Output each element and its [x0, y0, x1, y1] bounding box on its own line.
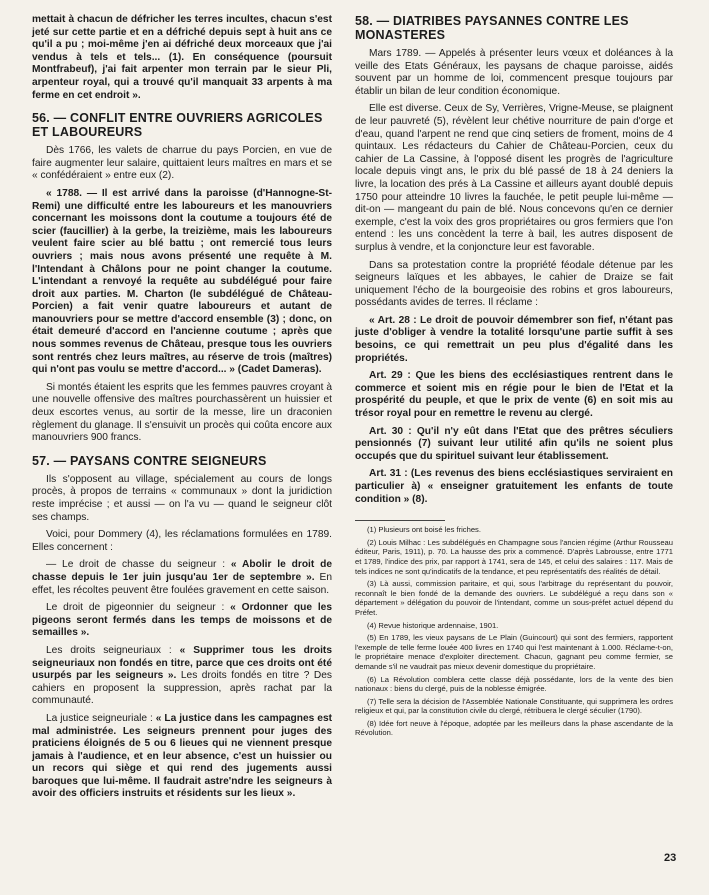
dovecote-right-label: Le droit de pigeonnier du seigneur :: [46, 602, 231, 614]
section-57-paragraph-1: Ils s'opposent au village, spécialement au cours de longs procès, à propos de terrains « communaux » dont la juridiction reste imprécise ; et aussi — on l'a vu — quand le seigneur clôt ses champs.: [32, 473, 332, 523]
section-58-paragraph-3: Dans sa protestation contre la propriété féodale détenue par les seigneurs laïques et les abbayes, le cahier de Draize se fait uniquement l'écho de la bourgeoisie des robins et gros laboureurs, possédants avides de terres. Il réclame :: [355, 259, 673, 309]
seigneurial-rights-rest: Les droits fondés en titre ? Des cahiers en proposent la suppression, après rachat par la communauté.: [32, 670, 332, 707]
page-number: 23: [664, 852, 677, 864]
article-29: Art. 29 : Que les biens des ecclésiastiques rentrent dans le commerce et soient mis en régie pour le bien de l'Etat et la prospérité du peuple, et que le prix de vente (6) en soit mis au trésor royal pour en remettre le revenu au clergé.: [355, 370, 673, 420]
dovecote-right-quote: « Ordonner que les pigeons seront fermés dans les temps de moissons et de semailles ».: [32, 602, 332, 639]
hunting-right-rest: En effet, les récoltes peuvent être foulées gravement en cette saison.: [32, 571, 332, 596]
right-column: [355, 14, 673, 741]
seigneurial-justice-label: La justice seigneuriale :: [46, 712, 156, 724]
footnote-6: (6) La Révolution comblera cette classe déjà possédante, lors de la vente des bien nationaux : biens du clergé, puis de la noblesse émigrée.: [355, 674, 673, 694]
footnote-1: (1) Plusieurs ont boisé les friches.: [367, 525, 481, 535]
footnote-5: (5) En 1789, les vieux paysans de Le Plain (Guincourt) qui sont des fermiers, rapportent l'exemple de telle ferme louée 400 livres en 1740 qui l'est maintenant à 1.000. Réclame-t-on, le propriétaire menace d'exploiter directement. Chacun, gagnant peu comme fermier, se demande s'il ne vaudrait pas mieux devenir domestique du propriétaire.: [355, 633, 673, 671]
section-57-title: 57. — PAYSANS CONTRE SEIGNEURS: [32, 453, 267, 468]
section-58-paragraph-2: Elle est diverse. Ceux de Sy, Verrières, Vrigne-Meuse, se plaignent de leur pauvreté (5), révèlent leur chétive nourriture de pain d'orge et d'eau, quand l'arpent ne rend que cinq setiers de froment, moins de 4 quintaux. Les rédacteurs du Cahier de Château-Porcien, ceux du cahier de La Cassine, à l'opposé disent les progrès de l'agriculture locale depuis vingt ans, le prix du blé passé de 18 à 24 deniers la livre, la location des prés à La Cassine et ailleurs ayant doublé depuis 1750 pour atteindre 10 livres la fauchée, le petit peuple lui-même — dit-on — mangeant du pain de blé. Nous concevons qu'en ce dernier exemple, c'est la voix des gros propriétaires ou gros fermiers que l'on entend : les uns concèdent la terre à bail, les autres disposent de surplus à vendre, et la conjoncture leur est favorable.: [355, 103, 673, 253]
footnotes: [355, 520, 673, 738]
hunting-right-label: — Le droit de chasse du seigneur :: [46, 559, 231, 571]
section-57-hunting-right: [32, 559, 332, 597]
section-57-paragraph-2: Voici, pour Dommery (4), les réclamations formulées en 1789. Elles concernent :: [32, 529, 332, 553]
footnote-4: (4) Revue historique ardennaise, 1901.: [367, 620, 499, 630]
article-31: Art. 31 : (Les revenus des biens ecclésiastiques serviraient en particulier à) « enseigner gratuitement les enfants de toute condition » (8).: [355, 468, 673, 505]
section-56-paragraph-3: Si montés étaient les esprits que les femmes pauvres croyant à une nouvelle offensive des maîtres pourchassèrent un huissier et deux escortes venus, au sortir de la messe, lire un draconien règlement du glanage. Il s'ensuivit un procès qui coûta encore aux manouvriers 900 francs.: [32, 381, 332, 444]
footnote-8: (8) Idée fort neuve à l'époque, adoptée par les meilleurs dans la phase ascendante de la Révolution.: [355, 718, 673, 738]
section-56-paragraph-1: Dès 1766, les valets de charrue du pays Porcien, en vue de faire augmenter leur salaire, quittaient leurs maîtres en mars et se « confédéraient » entre eux (2).: [32, 145, 332, 182]
seigneurial-rights-quote: « Supprimer tous les droits seigneuriaux non fondés en titre, parce que ces droits ont été usurpés par les seigneurs ».: [32, 644, 332, 682]
seigneurial-justice-quote: « La justice dans les campagnes est mal administrée. Les seigneurs prennent pour juges des praticiens éloignés de 5 ou 6 lieues qui ne viennent presque jamais à l'audience, et en leur absence, c'est un huissier ou un recors qui siège et qui rend des jugements aussi baroques que lui-même. Il faudrait astre'ndre les seigneurs à avoir des officiers instruits et résidents sur les lieux ».: [32, 712, 332, 800]
seigneurial-rights-label: Les droits seigneuriaux :: [46, 644, 180, 656]
section-56-quote: « 1788. — Il est arrivé dans la paroisse (d'Hannogne-St-Remi) une difficulté entre les laboureurs et les manouvriers concernant les moissons dont la coutume a toujours été de scier (faucillier) à la gerbe, la treizième, mais les laboureurs veulent faire scier au blé battu ; ont remercié tous leurs ouvriers ; mais nous avons présenté une requête à M. l'Intendant à Châlons pour ne point changer la coutume. L'intendant a renvoyé la requête au subdélégué pour faire droit aux parties. M. Charton (le subdélégué de Château-Porcien) a fait venir quatre laboureurs et autant de manouvriers pour se mettre d'accord ensemble (3) ; donc, on était demeuré d'accord en l'ancienne coutume ; après que nous sommes revenus de Château, presque tous les ouvriers sont rentrés chez leurs maîtres, au réserve de trois (maîtres) qui n'ont pas voulu se mettre d'accord... » (Cadet Dameras).: [32, 187, 332, 376]
section-58-paragraph-1: Mars 1789. — Appelés à présenter leurs vœux et doléances à la veille des Etats Généraux, les paysans de chaque paroisse, aidés souvent par un homme de loi, commencent presque toujours par établir un bilan de leur condition économique.: [355, 48, 673, 97]
footnote-2: (2) Louis Milhac : Les subdélégués en Champagne sous l'ancien régime (Arthur Rousseau éditeur, Paris, 1911), p. 70. La hausse des prix a commencé. D'après Labrousse, entre 1771 et 1789, l'indice des prix, par rapport à 1741, sera de 145, et celui des salaires : 117. Mais de tels indices ne sont qu'indicatifs de la tendance, et peu représentatifs des réalités de détail.: [355, 537, 673, 576]
footnote-7: (7) Telle sera la décision de l'Assemblée Nationale Constituante, qui supprimera les ordres religieux et qui, par la constitution civile du clergé, rétribuera le clergé séculier (1790).: [355, 696, 673, 716]
hunting-right-quote: « Abolir le droit de chasse depuis le 1er juin jusqu'au 1er de septembre ».: [32, 559, 332, 583]
footnote-3: (3) Là aussi, commission paritaire, et qui, sous l'arbitrage du représentant du pouvoir, reconnaît le bien fondé de la demande des ouvriers. Le subdélégué a reçu dans son « département » délégation du pouvoir de l'intendant, comme un sous-préfet actuel dépend du Préfet.: [355, 579, 673, 617]
article-30: Art. 30 : Qu'il n'y eût dans l'Etat que des prêtres séculiers pensionnés (7) suivant leur utilité afin qu'ils ne soient plus occupés que du spirituel suivant leur établissement.: [355, 425, 673, 462]
section-56-title: 56. — CONFLIT ENTRE OUVRIERS AGRICOLES ET LABOUREURS: [32, 111, 323, 140]
intro-paragraph: mettait à chacun de défricher les terres incultes, chacun s'est jeté sur cette partie et en a défriché depuis sept à huit ans ce qu'il a pu ; moi-même j'en ai défriché deux morceaux que j'ai vendus à tels et tels... (1). En conséquence (poursuit Montfrabeuf), j'ai fait arpenter mon terrain par le sieur Pli, arpenteur royal, qui a trouvé qu'il manquait 33 arpents à ma ferme en cet endroit ».: [32, 14, 332, 101]
section-57-seigneurial-justice: [32, 713, 332, 801]
section-57-seigneurial-rights: [32, 645, 332, 708]
section-57-dovecote-right: [32, 602, 332, 640]
left-column: [32, 14, 332, 806]
article-28: « Art. 28 : Le droit de pouvoir démembrer son fief, n'étant pas juste d'obliger à vendre la totalité lorsqu'une partie suffit à ses besoins, ce qui remettrait un peu plus d'égalité dans les propriétés.: [355, 314, 673, 364]
section-58-title: 58. — DIATRIBES PAYSANNES CONTRE LES MONASTERES: [355, 14, 629, 42]
